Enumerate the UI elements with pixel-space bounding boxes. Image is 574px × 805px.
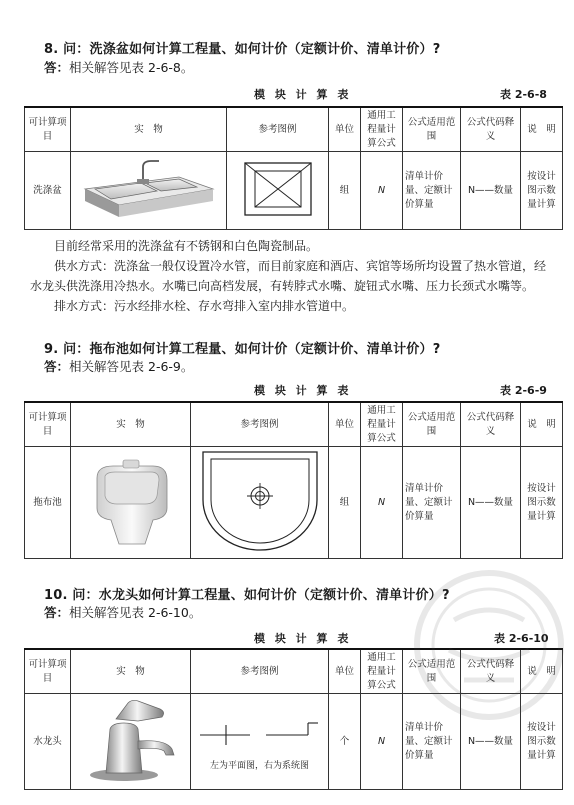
header-legend: 参考图例 xyxy=(191,402,329,447)
header-photo: 实 物 xyxy=(71,107,227,152)
cell-legend-mop-sink xyxy=(191,447,329,559)
answer-8 xyxy=(44,58,193,76)
body-text-8 xyxy=(30,236,552,316)
table-number-8: 表 2-6-8 xyxy=(500,88,547,101)
header-formula: 通用工程量计算公式 xyxy=(361,649,403,694)
question-8: 8. 问：洗涤盆如何计算工程量、如何计价（定额计价、清单计价）? xyxy=(44,42,441,57)
header-formula: 通用工程量计算公式 xyxy=(361,107,403,152)
legend-caption: 左为平面图，右为系统图 xyxy=(209,760,309,771)
header-scope: 公式适用范围 xyxy=(403,107,461,152)
header-unit: 单位 xyxy=(329,107,361,152)
sink-photo-icon xyxy=(79,155,219,221)
cell-photo-faucet xyxy=(71,694,191,790)
answer-9 xyxy=(44,357,193,375)
header-code: 公式代码释义 xyxy=(461,402,521,447)
cell-scope: 清单计价量、定额计价算量 xyxy=(403,447,461,559)
header-note: 说 明 xyxy=(521,649,563,694)
header-photo: 实 物 xyxy=(71,402,191,447)
paragraph: 供水方式：洗涤盆一般仅设置冷水管，而目前家庭和酒店、宾馆等场所均设置了热水管道，经水龙头供洗涤用冷热水。水嘴已向高档发展，有转脖式水嘴、旋钮式水嘴、压力长颈式水嘴等。 xyxy=(30,259,547,293)
cell-formula: N xyxy=(361,152,403,230)
table-caption-10: 模 块 计 算 表 xyxy=(254,632,352,645)
answer-prefix: 答： xyxy=(44,60,70,75)
answer-text: 相关解答见表 2-6-8。 xyxy=(69,60,194,75)
answer-10 xyxy=(44,603,201,621)
answer-text: 相关解答见表 2-6-9。 xyxy=(69,359,194,374)
cell-unit: 组 xyxy=(329,447,361,559)
cell-photo-mop-sink xyxy=(71,447,191,559)
cell-item: 洗涤盆 xyxy=(25,152,71,230)
header-formula: 通用工程量计算公式 xyxy=(361,402,403,447)
header-scope: 公式适用范围 xyxy=(403,402,461,447)
header-note: 说 明 xyxy=(521,107,563,152)
cell-item: 拖布池 xyxy=(25,447,71,559)
paragraph: 排水方式：污水经排水栓、存水弯排入室内排水管道中。 xyxy=(54,299,355,313)
cell-legend-sink xyxy=(227,152,329,230)
table-number-10: 表 2-6-10 xyxy=(494,632,549,645)
header-code: 公式代码释义 xyxy=(461,649,521,694)
question-10: 10. 问：水龙头如何计算工程量、如何计价（定额计价、清单计价）? xyxy=(44,588,450,603)
table-caption-8: 模 块 计 算 表 xyxy=(254,88,352,101)
mop-sink-legend-icon xyxy=(195,448,325,552)
faucet-legend-icon xyxy=(196,711,324,755)
cell-legend-faucet xyxy=(191,694,329,790)
table-caption-9: 模 块 计 算 表 xyxy=(254,384,352,397)
cell-code: N——数量 xyxy=(461,694,521,790)
answer-prefix: 答： xyxy=(44,359,70,374)
question-9: 9. 问：拖布池如何计算工程量、如何计价（定额计价、清单计价）? xyxy=(44,342,441,357)
table-number-9: 表 2-6-9 xyxy=(500,384,547,397)
calc-table-9 xyxy=(24,401,563,559)
cell-code: N——数量 xyxy=(461,447,521,559)
header-note: 说 明 xyxy=(521,402,563,447)
sink-legend-icon xyxy=(233,157,323,219)
mop-sink-photo-icon xyxy=(83,452,179,548)
calc-table-8 xyxy=(24,106,563,230)
cell-note: 按设计图示数量计算 xyxy=(521,152,563,230)
watermark-stamp xyxy=(404,560,574,730)
faucet-photo-icon xyxy=(76,695,186,783)
header-scope: 公式适用范围 xyxy=(403,649,461,694)
cell-scope: 清单计价量、定额计价算量 xyxy=(403,152,461,230)
header-item: 可计算项 目 xyxy=(25,402,71,447)
header-item: 可计算项 目 xyxy=(25,649,71,694)
header-unit: 单位 xyxy=(329,402,361,447)
paragraph: 目前经常采用的洗涤盆有不锈钢和白色陶瓷制品。 xyxy=(54,239,319,253)
cell-note: 按设计图示数量计算 xyxy=(521,447,563,559)
header-legend: 参考图例 xyxy=(227,107,329,152)
cell-unit: 组 xyxy=(329,152,361,230)
cell-item: 水龙头 xyxy=(25,694,71,790)
cell-formula: N xyxy=(361,447,403,559)
header-unit: 单位 xyxy=(329,649,361,694)
header-photo: 实 物 xyxy=(71,649,191,694)
cell-note: 按设计图示数量计算 xyxy=(521,694,563,790)
cell-scope: 清单计价量、定额计价算量 xyxy=(403,694,461,790)
answer-prefix: 答： xyxy=(44,605,70,620)
header-item: 可计算项 目 xyxy=(25,107,71,152)
header-code: 公式代码释义 xyxy=(461,107,521,152)
cell-code: N——数量 xyxy=(461,152,521,230)
cell-unit: 个 xyxy=(329,694,361,790)
answer-text: 相关解答见表 2-6-10。 xyxy=(69,605,202,620)
cell-formula: N xyxy=(361,694,403,790)
header-legend: 参考图例 xyxy=(191,649,329,694)
cell-photo-sink xyxy=(71,152,227,230)
